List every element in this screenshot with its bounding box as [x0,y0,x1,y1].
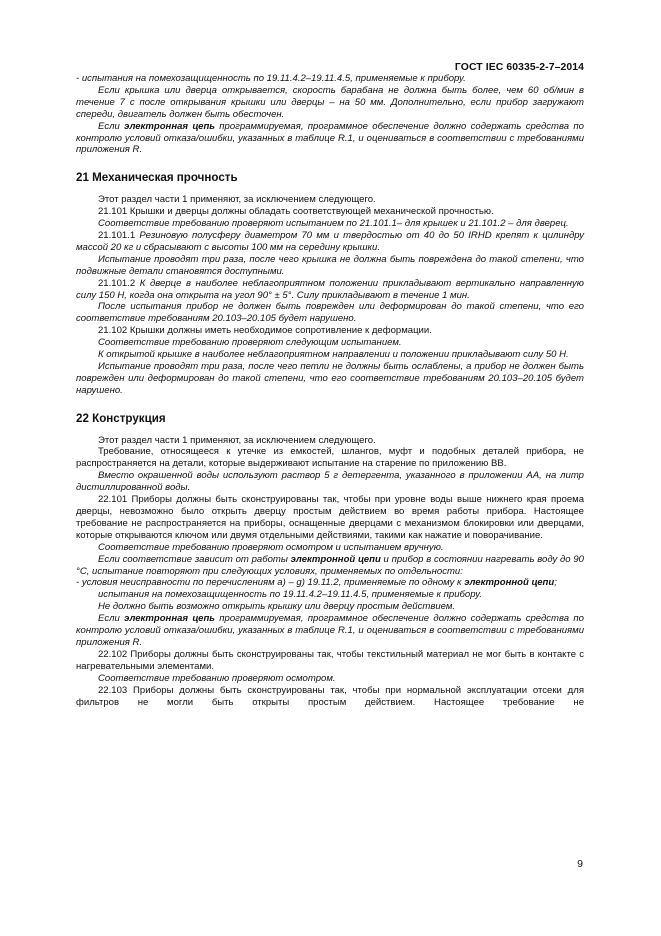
page-number: 9 [577,858,583,870]
paragraph: Соответствие требованию проверяют следующим испытанием. [98,337,402,349]
text-run: - условия неисправности по перечислениям a) – g) 19.11.2, применяемые по одному к [76,577,465,589]
text-run: электронная цепь [124,613,215,625]
paragraph: 22.101 Приборы должны быть сконструированы так, чтобы при уровне воды выше нижнего края проема дверцы, невозможно было открыть дверцу простым действием во время работы прибора. Настоящее требование не распространяется на приборы, оснащенные дверцами с механизмом блокировки или дверцами, которые открываются ключом или двумя отдельными действиями, такими как нажатие и поворачивание. [76,494,584,541]
text-run: К дверце в наиболее неблагоприятном положении прикладывают вертикально направленную силу 150 Н, когда она открыта на угол 90° ± 5°. Силу прикладывают в течение 1 мин. [76,277,584,301]
section-heading: 22 Конструкция [76,411,166,425]
paragraph: - испытания на помехозащищенность по 19.11.4.2–19.11.4.5, применяемые к прибору. [76,73,466,84]
paragraph: Соответствие требованию проверяют осмотром и испытанием вручную. [98,541,444,553]
text-run: Если соответствие зависит от работы [98,553,291,565]
paragraph: Испытание проводят три раза, после чего крышка не должна быть повреждена до такой степени, что подвижные детали становятся доступными. [76,253,584,277]
text-run: ; [554,577,557,589]
paragraph: Требование, относящееся к утечке из емкостей, шлангов, муфт и подобных деталей прибора, не распространяется на детали, которые выдерживают испытание на старение по приложению ВВ. [76,446,584,470]
paragraph: Испытание проводят три раза, после чего петли не должны быть ослаблены, а прибор не должен быть поврежден или деформирован до такой степени, что его соответствие требованиям 20.103–20.105 будет нарушено. [76,360,584,396]
document-body [76,73,584,708]
paragraph: Этот раздел части 1 применяют, за исключением следующего. [98,434,376,446]
paragraph: Вместо окрашенной воды используют раствор 5 г детергента, указанного в приложении АА, на литр дистиллированной воды. [76,470,584,494]
text-run: электронной цепи [290,553,381,565]
paragraph: 22.103 Приборы должны быть сконструированы так, чтобы при нормальной эксплуатации отсеки для фильтров не могли быть открыты простым действием. Настоящее требование не [76,684,584,708]
paragraph [76,121,584,157]
section-heading: 21 Механическая прочность [76,171,238,185]
text-run: Резиновую полусферу диаметром 70 мм и твердостью от 40 до 50 IRHD крепят к цилиндру массой 20 кг и сбрасывают с высоты 100 мм на середину крышки. [76,229,584,253]
paragraph: 22.102 Приборы должны быть сконструированы так, чтобы текстильный материал не мог быть в контакте с нагревательными элементами. [76,648,584,672]
paragraph: 21.101 Крышки и дверцы должны обладать соответствующей механической прочностью. [98,206,494,218]
paragraph: испытания на помехозащищенность по 19.11.4.2–19.11.4.5, применяемые к прибору. [98,589,482,601]
text-run: программируемая, программное обеспечение должно содержать средства по контролю условий отказа/ошибки, указанных в таблице R.1, и оцениваться в соответствии с требованиями приложения R. [76,613,584,648]
paragraph: К открытой крышке в наиболее неблагоприятном направлении и положении прикладывают силу 50 Н. [98,349,569,361]
text-run: 21.101.2 [98,277,140,289]
paragraph: Соответствие требованию проверяют испытанием по 21.101.1– для крышек и 21.101.2 – для дверец. [98,218,569,230]
paragraph [76,230,584,254]
text-run: 21.101.1 [98,229,140,241]
paragraph: После испытания прибор не должен быть поврежден или деформирован до такой степени, что его соответствие требованиям 20.103–20.105 будет нарушено. [76,301,584,325]
text-run: электронная цепь [124,120,215,132]
text-run: Если [98,120,125,132]
text-run: и прибор в состоянии нагревать воду до 90 °С, испытание повторяют при следующих условиях, применяемых по отдельности: [76,553,584,577]
paragraph [76,613,584,649]
paragraph: 21.102 Крышки должны иметь необходимое сопротивление к деформации. [98,325,432,337]
paragraph: Если крышка или дверца открывается, скорость барабана не должна быть более, чем 60 об/мин в течение 7 с после открывания крышки или дверцы – на 50 мм. Дополнительно, если прибор загружают спереди, двигатель должен быть обесточен. [76,84,584,120]
paragraph [76,577,584,589]
text-run: программируемая, программное обеспечение должно содержать средства по контролю условий отказа/ошибки, указанных в таблице R.1, и оцениваться в соответствии с требованиями приложения R. [76,120,584,156]
paragraph: Этот раздел части 1 применяют, за исключением следующего. [98,194,376,206]
text-run: Если [98,613,125,625]
paragraph [76,554,584,578]
standard-designation: ГОСТ IEC 60335-2-7–2014 [454,62,584,73]
paragraph: Соответствие требованию проверяют осмотром. [98,672,336,684]
paragraph [76,278,584,302]
paragraph: Не должно быть возможно открыть крышку или дверцу простым действием. [98,601,456,613]
text-run: электронной цепи [464,577,555,589]
